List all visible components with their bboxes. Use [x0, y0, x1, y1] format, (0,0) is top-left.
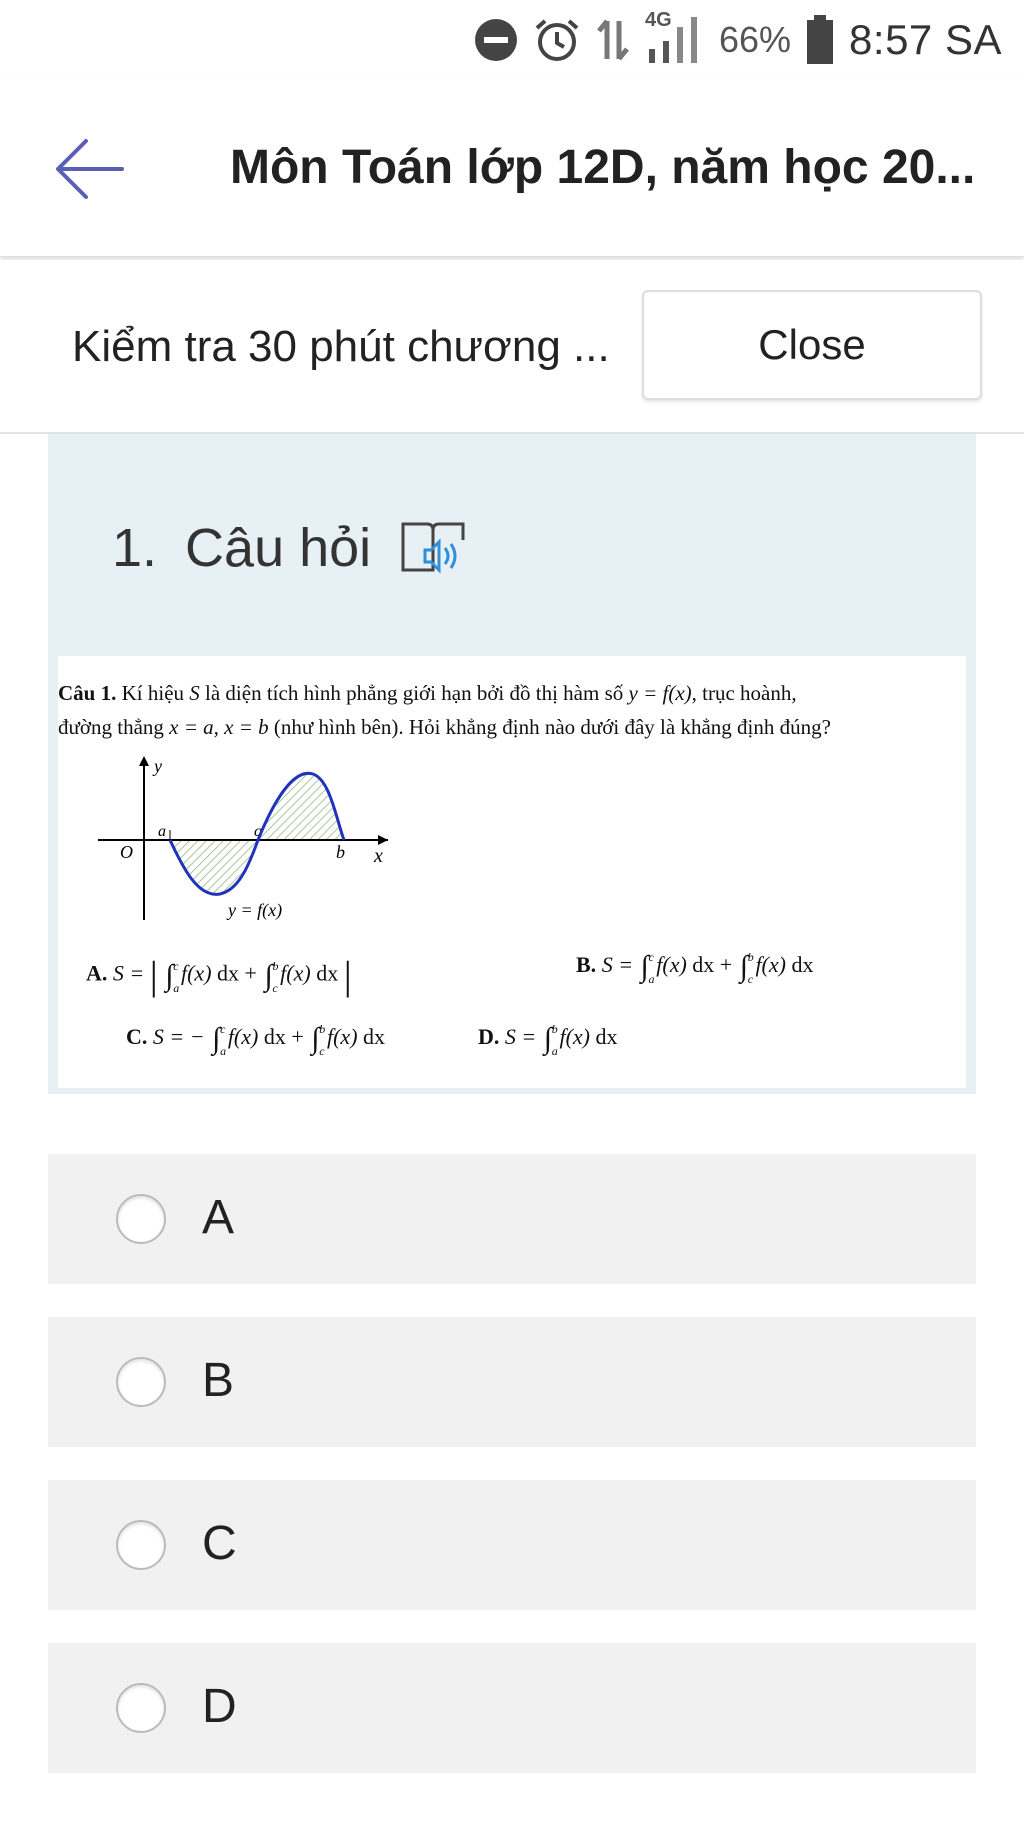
math-function: y = f(x) — [628, 681, 692, 705]
graph-c-label: c — [254, 823, 262, 840]
question-header — [112, 514, 469, 581]
arrow-left-icon — [52, 132, 126, 206]
question-prefix: Câu 1. — [58, 681, 117, 705]
radio-button[interactable] — [116, 1520, 166, 1570]
math-text: dx — [791, 952, 814, 977]
answer-label: B. — [576, 952, 597, 977]
graph-b-label: b — [336, 842, 345, 862]
option-a[interactable] — [48, 1154, 976, 1284]
lower-limit: a — [220, 1043, 227, 1058]
abs-bar: | — [343, 953, 352, 998]
option-label: A — [202, 1191, 235, 1244]
battery-icon — [805, 15, 835, 65]
option-d[interactable] — [48, 1643, 976, 1773]
upper-limit: b — [747, 949, 754, 964]
answer-d — [478, 1021, 618, 1058]
text-segment: , trục hoành, — [691, 681, 797, 705]
network-type: 4G — [644, 9, 672, 31]
question-image — [58, 656, 966, 1088]
math-text: S = — [112, 960, 145, 986]
math-text: dx — [595, 1024, 618, 1049]
math-text: f(x) — [656, 952, 687, 977]
math-text: f(x) — [559, 1024, 590, 1049]
question-text — [58, 676, 966, 744]
integral-symbol: ∫ c a — [212, 1027, 220, 1051]
math-text: S = — [504, 1024, 537, 1049]
answer-a — [86, 952, 352, 999]
math-text: dx — [263, 1024, 286, 1049]
answer-c — [126, 1021, 386, 1058]
math-S: S — [189, 681, 200, 705]
math-text: f(x) — [280, 960, 311, 986]
data-transfer-icon — [595, 17, 631, 63]
math-text: f(x) — [227, 1024, 259, 1049]
question-text-line-1 — [58, 676, 966, 710]
math-text: dx — [363, 1024, 386, 1049]
math-text: f(x) — [180, 960, 212, 986]
math-text: f(x) — [755, 952, 786, 977]
graph-y-label: y — [154, 756, 162, 776]
do-not-disturb-icon — [473, 17, 519, 63]
lower-limit: c — [319, 1043, 325, 1058]
status-icons — [473, 9, 1002, 68]
math-text: S = − — [152, 1024, 205, 1049]
text-segment: (như hình bên). Hỏi khẳng định nào dưới đây là khẳng định đúng? — [268, 715, 831, 739]
integral-symbol: ∫ c a — [641, 955, 649, 979]
radio-button[interactable] — [116, 1683, 166, 1733]
integral-symbol: ∫ b c — [740, 955, 748, 979]
function-graph — [78, 748, 398, 928]
answer-label: D. — [478, 1024, 500, 1049]
math-lines: x = a, x = b — [169, 715, 269, 739]
lower-limit: a — [551, 1043, 558, 1058]
integral-symbol: ∫ c a — [165, 964, 173, 988]
close-button[interactable]: Close — [642, 290, 982, 400]
clock: 8:57 SA — [849, 16, 1002, 63]
upper-limit: c — [220, 1021, 226, 1036]
math-text: S = — [601, 952, 634, 977]
option-b[interactable] — [48, 1317, 976, 1447]
question-label: Câu hỏi — [185, 517, 372, 578]
answer-b — [576, 949, 814, 986]
alarm-icon — [533, 16, 581, 64]
text-segment: là diện tích hình phẳng giới hạn bởi đồ thị hàm số — [199, 681, 629, 705]
question-number: 1. — [112, 517, 158, 578]
upper-limit: c — [173, 958, 179, 973]
graph-a-label: a — [158, 823, 166, 840]
math-text: dx — [217, 960, 240, 986]
option-label: B — [202, 1354, 235, 1407]
integral-symbol: ∫ b c — [311, 1027, 319, 1051]
lower-limit: a — [648, 971, 655, 986]
option-label: C — [202, 1517, 237, 1570]
question-text-line-2 — [58, 710, 966, 744]
text-segment: Kí hiệu — [116, 681, 190, 705]
status-bar — [0, 0, 1024, 80]
text-segment: đường thẳng — [58, 715, 170, 739]
lower-limit: a — [173, 980, 180, 995]
back-button[interactable] — [52, 132, 126, 206]
graph-curve-label: y = f(x) — [228, 900, 283, 920]
math-text: + — [719, 952, 733, 977]
graph-origin-label: O — [120, 842, 133, 862]
math-text: dx — [316, 960, 339, 986]
math-text: + — [291, 1024, 304, 1049]
radio-button[interactable] — [116, 1194, 166, 1244]
upper-limit: b — [551, 1021, 558, 1036]
question-card — [48, 434, 976, 1094]
quiz-title: Kiểm tra 30 phút chương ... — [72, 322, 610, 371]
radio-button[interactable] — [116, 1357, 166, 1407]
math-text: f(x) — [326, 1024, 358, 1049]
abs-bar: | — [149, 953, 158, 998]
lower-limit: c — [747, 971, 754, 986]
math-text: dx — [692, 952, 715, 977]
upper-limit: c — [648, 949, 654, 964]
option-c[interactable] — [48, 1480, 976, 1610]
app-header — [0, 80, 1024, 257]
upper-limit: b — [319, 1021, 326, 1036]
upper-limit: b — [272, 958, 279, 973]
battery-percent: 66% — [718, 19, 792, 60]
immersive-reader-icon[interactable] — [399, 514, 469, 581]
option-label: D — [202, 1680, 237, 1733]
lower-limit: c — [272, 980, 278, 995]
signal-icon — [644, 9, 705, 65]
page-title: Môn Toán lớp 12D, năm học 20... — [230, 141, 976, 194]
integral-symbol: ∫ b c — [264, 964, 272, 988]
graph-x-label: x — [374, 845, 383, 867]
answer-label: A. — [86, 960, 108, 986]
math-text: + — [244, 960, 257, 986]
answer-label: C. — [126, 1024, 148, 1049]
integral-symbol: ∫ b a — [544, 1027, 552, 1051]
quiz-header — [0, 260, 1024, 434]
